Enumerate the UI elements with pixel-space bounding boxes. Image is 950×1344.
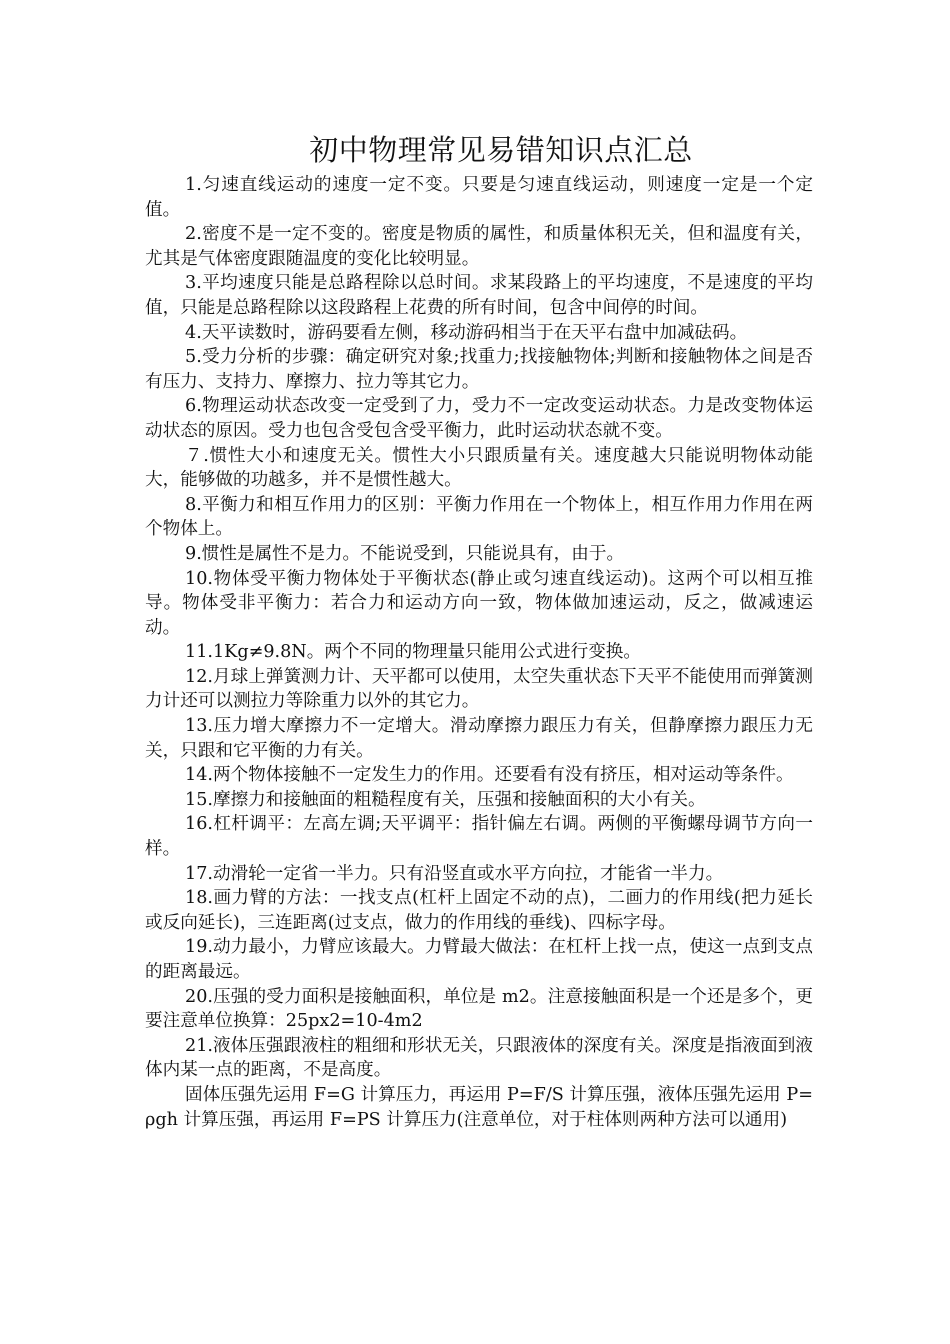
paragraph-11: 11.1Kg≠9.8N。两个不同的物理量只能用公式进行变换。 xyxy=(185,642,641,663)
document-title: 初中物理常见易错知识点汇总 xyxy=(309,133,693,167)
paragraph-20: 20.压强的受力面积是接触面积，单位是 m2。注意接触面积是一个还是多个，更要注意单位换算：25px2=10-4m2 xyxy=(145,986,813,1032)
paragraph-16: 16.杠杆调平：左高左调;天平调平：指针偏左右调。两侧的平衡螺母调节方向一样。 xyxy=(145,814,813,860)
paragraph-19: 19.动力最小，力臂应该最大。力臂最大做法：在杠杆上找一点，使这一点到支点的距离最远。 xyxy=(145,937,813,982)
paragraph-6: 6.物理运动状态改变一定受到了力，受力不一定改变运动状态。力是改变物体运动状态的原因。受力也包含受包含受平衡力，此时运动状态就不变。 xyxy=(145,396,813,441)
paragraph-1: 1.匀速直线运动的速度一定不变。只要是匀速直线运动，则速度一定是一个定值。 xyxy=(145,175,813,220)
document-body xyxy=(145,173,813,1132)
paragraph-4: 4.天平读数时，游码要看左侧，移动游码相当于在天平右盘中加减砝码。 xyxy=(185,322,748,343)
paragraph-12: 12.月球上弹簧测力计、天平都可以使用，太空失重状态下天平不能使用而弹簧测力计还可以测拉力等除重力以外的其它力。 xyxy=(145,666,813,712)
paragraph-14: 14.两个物体接触不一定发生力的作用。还要看有没有挤压，相对运动等条件。 xyxy=(185,765,794,786)
paragraph-22: 固体压强先运用 F=G 计算压力，再运用 P=F/S 计算压强，液体压强先运用 P=ρgh 计算压强，再运用 F=PS 计算压力(注意单位，对于柱体则两种方法可以通用) xyxy=(145,1084,813,1130)
paragraph-18: 18.画力臂的方法：一找支点(杠杆上固定不动的点)，二画力的作用线(把力延长或反向延长)，三连距离(过支点，做力的作用线的垂线)、四标字母。 xyxy=(145,888,813,933)
paragraph-8: 8.平衡力和相互作用力的区别：平衡力作用在一个物体上，相互作用力作用在两个物体上。 xyxy=(145,494,813,540)
paragraph-9: 9.惯性是属性不是力。不能说受到，只能说具有，由于。 xyxy=(185,543,625,564)
paragraph-5: 5.受力分析的步骤：确定研究对象;找重力;找接触物体;判断和接触物体之间是否有压力、支持力、摩擦力、拉力等其它力。 xyxy=(145,347,813,392)
paragraph-13: 13.压力增大摩擦力不一定增大。滑动摩擦力跟压力有关，但静摩擦力跟压力无关，只跟和它平衡的力有关。 xyxy=(145,716,813,761)
paragraph-3: 3.平均速度只能是总路程除以总时间。求某段路上的平均速度，不是速度的平均值，只能是总路程除以这段路程上花费的所有时间，包含中间停的时间。 xyxy=(145,273,813,318)
paragraph-7: ７.惯性大小和速度无关。惯性大小只跟质量有关。速度越大只能说明物体动能大，能够做的功越多，并不是惯性越大。 xyxy=(145,445,813,491)
paragraph-2: 2.密度不是一定不变的。密度是物质的属性，和质量体积无关，但和温度有关，尤其是气体密度跟随温度的变化比较明显。 xyxy=(145,224,813,269)
paragraph-15: 15.摩擦力和接触面的粗糙程度有关，压强和接触面积的大小有关。 xyxy=(185,789,706,810)
paragraph-10: 10.物体受平衡力物体处于平衡状态(静止或匀速直线运动)。这两个可以相互推导。物体受非平衡力：若合力和运动方向一致，物体做加速运动，反之，做减速运动。 xyxy=(145,568,813,638)
paragraph-17: 17.动滑轮一定省一半力。只有沿竖直或水平方向拉，才能省一半力。 xyxy=(185,863,724,884)
paragraph-21: 21.液体压强跟液柱的粗细和形状无关，只跟液体的深度有关。深度是指液面到液体内某一点的距离，不是高度。 xyxy=(145,1035,813,1081)
